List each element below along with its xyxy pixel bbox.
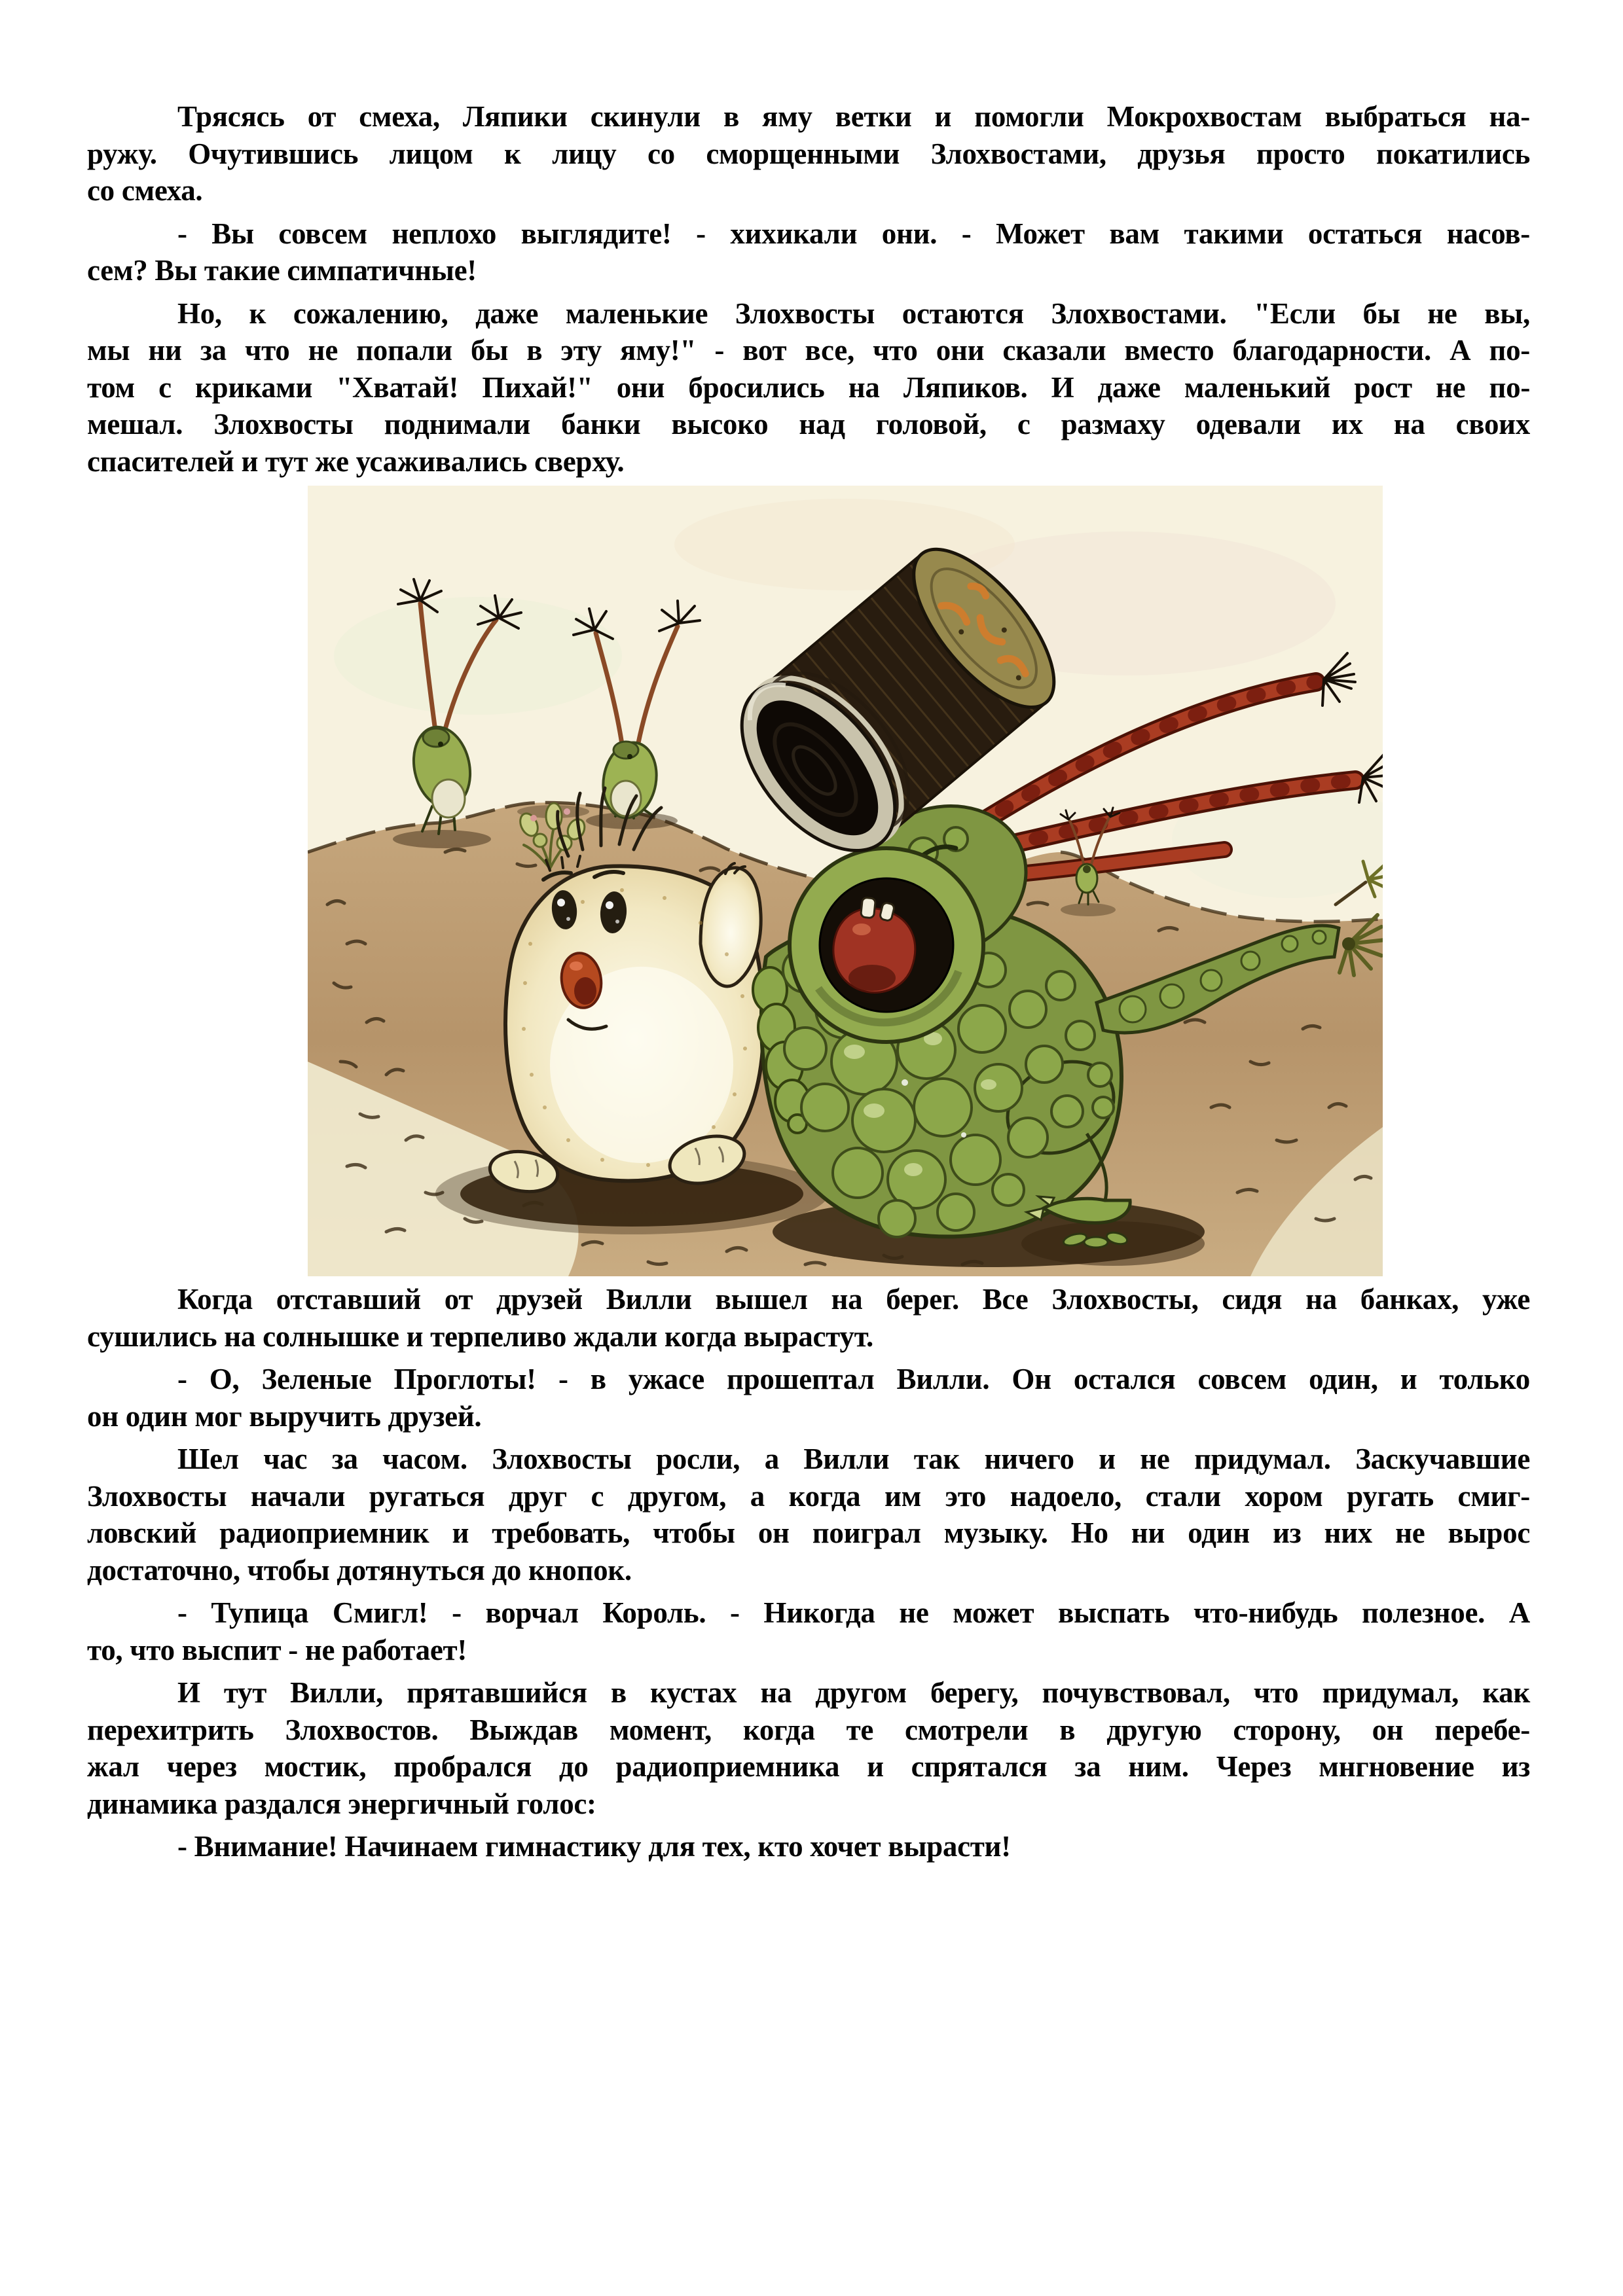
text-line: мешал. Злохвосты поднимали банки высоко над головой, с размаху одевали их на своих: [87, 408, 1530, 440]
text-line: достаточно, чтобы дотянуться до кнопок.: [87, 1553, 632, 1587]
text-line: - О, Зеленые Проглоты! - в ужасе прошептал Вилли. Он остался совсем один, и только: [177, 1363, 1530, 1395]
text-line: сем? Вы такие симпатичные!: [87, 254, 477, 287]
text-line: Трясясь от смеха, Ляпики скинули в яму ветки и помогли Мокрохвостам выбраться на-: [177, 100, 1530, 133]
funnel-mouth: [790, 848, 983, 1042]
text-line: том с криками "Хватай! Пихай!" они бросились на Ляпиков. И даже маленький рост не по-: [87, 370, 1530, 404]
text-line: ловский радиоприемник и требовать, чтобы он поиграл музыку. Но ни один из них не вырос: [87, 1516, 1530, 1549]
text-line: ружу. Очутившись лицом к лицу со сморщенными Злохвостами, друзья просто покатились: [87, 137, 1530, 170]
text-block-bottom: [87, 1281, 1530, 1865]
tooth-icon: [860, 897, 875, 918]
text-line: - Тупица Смигл! - ворчал Король. - Никогда не может выспать что-нибудь полезное. А: [177, 1596, 1530, 1629]
text-line: жал через мостик, пробрался до радиоприемника и спрятался за ним. Через мнгновение из: [87, 1750, 1530, 1783]
text-line: спасителей и тут же усаживались сверху.: [87, 444, 625, 478]
text-line: то, что выспит - не работает!: [87, 1633, 467, 1666]
text-line: Шел час за часом. Злохвосты росли, а Вилли так ничего и не придумал. Заскучавшие: [177, 1443, 1530, 1475]
text-line: сушились на солнышке и терпеливо ждали когда вырастут.: [87, 1319, 873, 1353]
text-line: Но, к сожалению, даже маленькие Злохвосты остаются Злохвостами. "Если бы не вы,: [177, 296, 1530, 330]
text-line: динамика раздался энергичный голос:: [87, 1787, 596, 1820]
story-illustration: [308, 486, 1383, 1276]
story-illustration-svg: [308, 486, 1383, 1276]
text-line: Когда отставший от друзей Вилли вышел на берег. Все Злохвосты, сидя на банках, уже: [177, 1283, 1530, 1316]
text-line: перехитрить Злохвостов. Выждав момент, когда те смотрели в другую сторону, он перебе-: [87, 1713, 1530, 1746]
text-line: - Внимание! Начинаем гимнастику для тех, кто хочет вырасти!: [177, 1830, 1011, 1863]
text-line: со смеха.: [87, 174, 203, 207]
text-line: И тут Вилли, прятавшийся в кустах на другом берегу, почувствовал, что придумал, как: [177, 1676, 1530, 1709]
text-block-top: [87, 98, 1530, 480]
text-line: он один мог выручить друзей.: [87, 1399, 482, 1433]
text-line: мы ни за что не попали бы в эту яму!" - вот все, что они сказали вместо благодарности. А по-: [87, 334, 1530, 367]
text-line: - Вы совсем неплохо выглядите! - хихикали они. - Может вам такими остаться насов-: [177, 217, 1530, 250]
text-line: Злохвосты начали ругаться друг с другом, а когда им это надоело, стали хором ругать смиг-: [87, 1479, 1530, 1513]
